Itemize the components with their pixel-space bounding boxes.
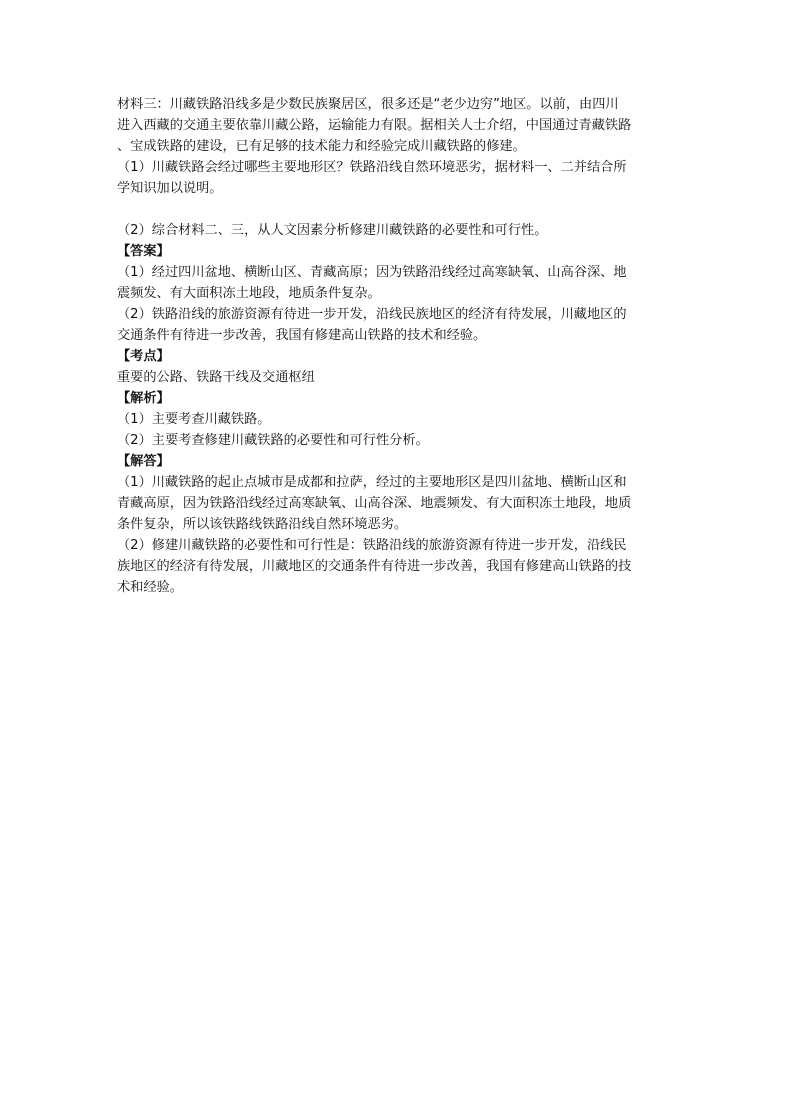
blank-line: [117, 199, 677, 220]
solution-section: [117, 451, 677, 598]
document-page: [117, 94, 677, 598]
text-line: （2）修建川藏铁路的必要性和可行性是：铁路沿线的旅游资源有待进一步开发，沿线民: [117, 538, 627, 553]
material-three-paragraph: [117, 94, 677, 157]
text-line: （1）主要考查川藏铁路。: [117, 412, 271, 427]
solution-heading: 【解答】: [117, 454, 170, 469]
text-line: 族地区的经济有待发展，川藏地区的交通条件有待进一步改善，我国有修建高山铁路的技: [117, 559, 632, 574]
keypoint-section: [117, 346, 677, 388]
text-line: （1）川藏铁路的起止点城市是成都和拉萨，经过的主要地形区是四川盆地、横断山区和: [117, 475, 627, 490]
question-one: [117, 157, 677, 199]
text-line: 青藏高原，因为铁路沿线经过高寒缺氧、山高谷深、地震频发、有大面积冻土地段，地质: [117, 496, 632, 511]
analysis-heading: 【解析】: [117, 391, 170, 406]
text-line: 进入西藏的交通主要依靠川藏公路，运输能力有限。据相关人士介绍，中国通过青藏铁路: [117, 118, 632, 133]
answer-heading: 【答案】: [117, 244, 170, 259]
text-line: 交通条件有待进一步改善，我国有修建高山铁路的技术和经验。: [117, 328, 487, 343]
text-line: （2）铁路沿线的旅游资源有待进一步开发，沿线民族地区的经济有待发展，川藏地区的: [117, 307, 627, 322]
text-line: 术和经验。: [117, 580, 183, 595]
text-line: 震频发、有大面积冻土地段，地质条件复杂。: [117, 286, 381, 301]
answer-section: [117, 241, 677, 346]
text-line: 材料三：川藏铁路沿线多是少数民族聚居区，很多还是“老少边穷”地区。以前，由四川: [117, 97, 619, 112]
question-two: [117, 220, 677, 241]
text-line: 条件复杂，所以该铁路线铁路沿线自然环境恶劣。: [117, 517, 408, 532]
text-line: 学知识加以说明。: [117, 181, 223, 196]
text-line: （2）综合材料二、三，从人文因素分析修建川藏铁路的必要性和可行性。: [117, 223, 548, 238]
text-line: （2）主要考查修建川藏铁路的必要性和可行性分析。: [117, 433, 429, 448]
analysis-section: [117, 388, 677, 451]
text-line: 、宝成铁路的建设，已有足够的技术能力和经验完成川藏铁路的修建。: [117, 139, 526, 154]
text-line: （1）经过四川盆地、横断山区、青藏高原；因为铁路沿线经过高寒缺氧、山高谷深、地: [117, 265, 627, 280]
text-line: （1）川藏铁路会经过哪些主要地形区？铁路沿线自然环境恶劣，据材料一、二并结合所: [117, 160, 627, 175]
keypoint-heading: 【考点】: [117, 349, 170, 364]
text-line: 重要的公路、铁路干线及交通枢纽: [117, 370, 315, 385]
